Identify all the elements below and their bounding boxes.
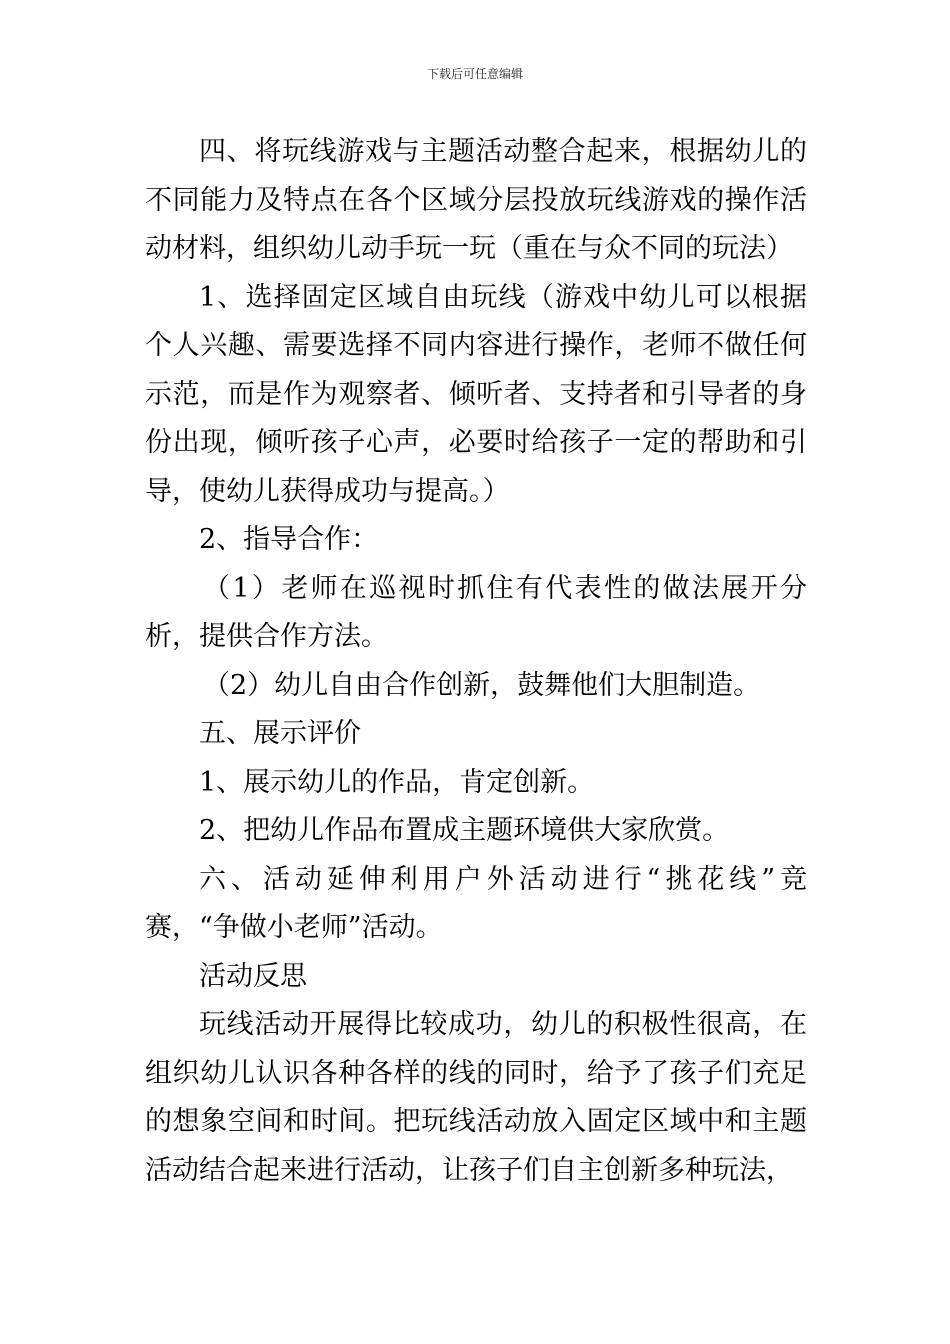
paragraph-section-six: 六、活动延伸利用户外活动进行“挑花线”竞赛，“争做小老师”活动。 xyxy=(145,863,807,943)
paragraph-subitem-teacher-analysis: （1）老师在巡视时抓住有代表性的做法展开分析，提供合作方法。 xyxy=(145,572,807,652)
paragraph-item-theme-environment: 2、把幼儿作品布置成主题环境供大家欣赏。 xyxy=(199,815,730,846)
page-header: 下载后可任意编辑 xyxy=(426,67,523,81)
paragraph-subitem-free-cooperation: （2）幼儿自由合作创新，鼓舞他们大胆制造。 xyxy=(203,669,761,701)
paragraph-item-free-play: 1、选择固定区域自由玩线（游戏中幼儿可以根据个人兴趣、需要选择不同内容进行操作，老师不做任何示范，而是作为观察者、倾听者、支持者和引导者的身份出现，倾听孩子心声，必要时给孩子一定的帮助和引导，使幼儿获得成功与提高。） xyxy=(145,281,807,507)
paragraph-reflection-body: 玩线活动开展得比较成功，幼儿的积极性很高，在组织幼儿认识各种各样的线的同时，给予了孩子们充足的想象空间和时间。把玩线活动放入固定区域中和主题活动结合起来进行活动，让孩子们自主创新多种玩法， xyxy=(145,1009,807,1186)
document-body xyxy=(145,128,807,1195)
paragraph-item-guide-cooperation: 2、指导合作： xyxy=(199,524,379,555)
paragraph-section-four: 四、将玩线游戏与主题活动整合起来，根据幼儿的不同能力及特点在各个区域分层投放玩线游戏的操作活动材料，组织幼儿动手玩一玩（重在与众不同的玩法） xyxy=(145,136,807,264)
paragraph-item-show-works: 1、展示幼儿的作品，肯定创新。 xyxy=(199,766,595,798)
paragraph-section-five: 五、展示评价 xyxy=(199,718,361,749)
paragraph-reflection-heading: 活动反思 xyxy=(199,960,307,992)
